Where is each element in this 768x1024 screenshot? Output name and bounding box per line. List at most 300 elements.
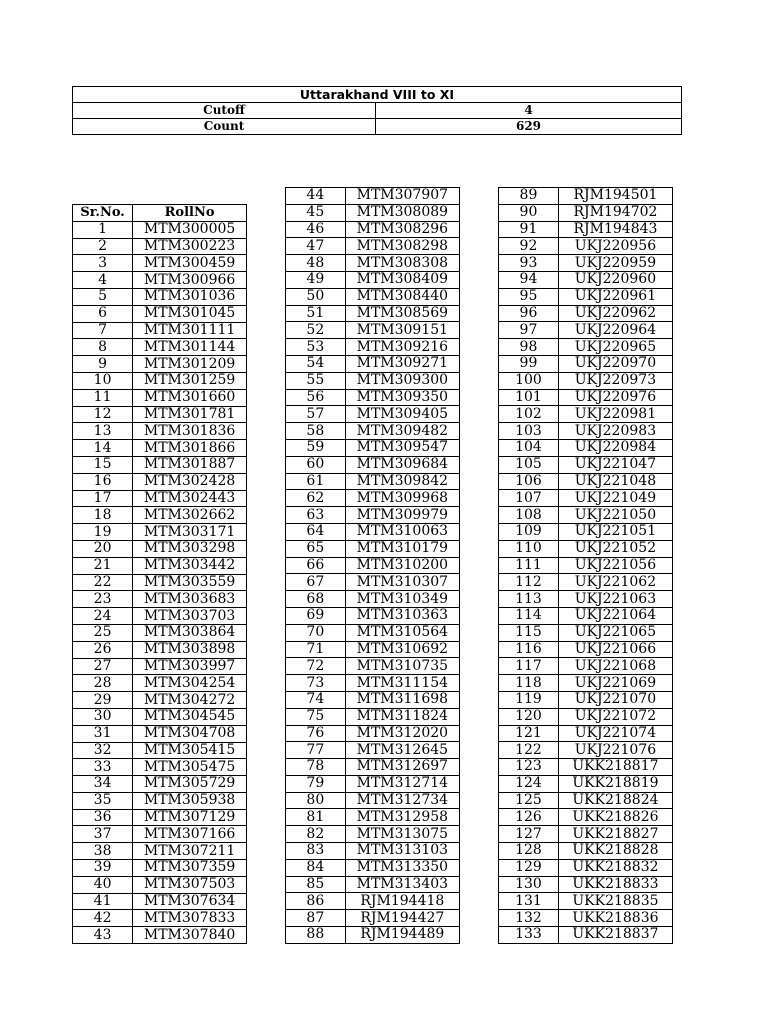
sr-no-cell: 35 — [73, 792, 133, 809]
sr-no-cell: 65 — [286, 540, 346, 557]
roll-no-cell: MTM308308 — [345, 255, 459, 272]
table-row — [499, 188, 673, 205]
table-row — [499, 540, 673, 557]
sr-no-cell: 127 — [499, 826, 559, 843]
table-row — [286, 910, 460, 927]
sr-no-cell: 59 — [286, 439, 346, 456]
sr-no-cell: 77 — [286, 742, 346, 759]
table-row — [73, 272, 247, 289]
roll-no-cell: MTM308296 — [345, 221, 459, 238]
roll-list-column-3 — [498, 187, 673, 944]
table-row — [73, 910, 247, 927]
roll-no-cell: MTM309482 — [345, 423, 459, 440]
table-row — [499, 221, 673, 238]
count-value: 629 — [376, 119, 682, 135]
table-row — [499, 591, 673, 608]
sr-no-cell: 49 — [286, 271, 346, 288]
roll-no-cell: MTM305475 — [133, 759, 247, 776]
roll-no-cell: UKK218832 — [558, 859, 672, 876]
table-row — [286, 355, 460, 372]
table-row — [499, 523, 673, 540]
roll-no-cell: MTM303298 — [133, 540, 247, 557]
count-label: Count — [73, 119, 376, 135]
table-row — [499, 339, 673, 356]
table-row — [286, 775, 460, 792]
sr-no-cell: 50 — [286, 288, 346, 305]
table-row — [286, 893, 460, 910]
sr-no-cell: 82 — [286, 826, 346, 843]
sr-no-cell: 1 — [73, 221, 133, 238]
sr-no-cell: 34 — [73, 776, 133, 793]
roll-no-cell: MTM307503 — [133, 876, 247, 893]
roll-no-cell: MTM301866 — [133, 440, 247, 457]
roll-no-cell: MTM301836 — [133, 423, 247, 440]
roll-no-cell: MTM303898 — [133, 641, 247, 658]
table-row — [286, 406, 460, 423]
sr-no-cell: 31 — [73, 725, 133, 742]
sr-no-cell: 67 — [286, 574, 346, 591]
sr-no-cell: 41 — [73, 893, 133, 910]
summary-title: Uttarakhand VIII to XI — [73, 87, 682, 103]
roll-no-cell: MTM308089 — [345, 204, 459, 221]
table-row — [73, 742, 247, 759]
roll-no-cell: UKJ221056 — [558, 557, 672, 574]
roll-list-column-2 — [285, 187, 460, 944]
roll-no-cell: UKJ221074 — [558, 725, 672, 742]
roll-no-cell: MTM310363 — [345, 607, 459, 624]
sr-no-cell: 92 — [499, 238, 559, 255]
sr-no-cell: 106 — [499, 473, 559, 490]
sr-no-cell: 54 — [286, 355, 346, 372]
roll-no-cell: MTM312645 — [345, 742, 459, 759]
table-row — [499, 893, 673, 910]
sr-no-cell: 12 — [73, 406, 133, 423]
table-row — [286, 255, 460, 272]
roll-no-cell: UKK218835 — [558, 893, 672, 910]
sr-no-cell: 37 — [73, 826, 133, 843]
table-row — [499, 792, 673, 809]
sr-no-cell: 95 — [499, 288, 559, 305]
sr-no-cell: 102 — [499, 406, 559, 423]
sr-no-cell: 64 — [286, 523, 346, 540]
table-row — [499, 574, 673, 591]
table-row — [286, 221, 460, 238]
table-row — [73, 860, 247, 877]
table-row — [73, 238, 247, 255]
table-row — [286, 859, 460, 876]
table-row — [73, 725, 247, 742]
table-row — [286, 742, 460, 759]
table-row — [73, 591, 247, 608]
sr-no-cell: 130 — [499, 876, 559, 893]
roll-no-cell: MTM310063 — [345, 523, 459, 540]
roll-no-cell: RJM194489 — [345, 927, 459, 944]
table-row — [73, 792, 247, 809]
roll-no-cell: UKJ220965 — [558, 339, 672, 356]
roll-no-cell: MTM308569 — [345, 305, 459, 322]
table-row — [499, 775, 673, 792]
table-row — [286, 523, 460, 540]
table-row — [73, 826, 247, 843]
roll-no-cell: MTM313103 — [345, 843, 459, 860]
sr-no-cell: 32 — [73, 742, 133, 759]
sr-no-cell: 104 — [499, 439, 559, 456]
sr-no-cell: 3 — [73, 255, 133, 272]
sr-no-cell: 96 — [499, 305, 559, 322]
sr-no-cell: 113 — [499, 591, 559, 608]
table-row — [73, 658, 247, 675]
sr-no-cell: 90 — [499, 204, 559, 221]
roll-no-cell: MTM312958 — [345, 809, 459, 826]
table-row — [73, 288, 247, 305]
table-row — [499, 658, 673, 675]
roll-no-cell: MTM304545 — [133, 708, 247, 725]
roll-no-cell: UKJ221070 — [558, 691, 672, 708]
table-row — [73, 708, 247, 725]
table-row — [73, 809, 247, 826]
roll-no-cell: UKK218826 — [558, 809, 672, 826]
sr-no-cell: 47 — [286, 238, 346, 255]
sr-no-cell: 131 — [499, 893, 559, 910]
sr-no-cell: 11 — [73, 389, 133, 406]
sr-no-cell: 85 — [286, 876, 346, 893]
table-row — [499, 859, 673, 876]
sr-no-cell: 99 — [499, 355, 559, 372]
roll-no-cell: UKK218824 — [558, 792, 672, 809]
roll-no-cell: MTM303997 — [133, 658, 247, 675]
roll-no-cell: MTM309151 — [345, 322, 459, 339]
roll-no-cell: MTM305729 — [133, 776, 247, 793]
table-row — [499, 322, 673, 339]
roll-no-cell: MTM310179 — [345, 540, 459, 557]
roll-no-cell: RJM194427 — [345, 910, 459, 927]
roll-no-cell: MTM313350 — [345, 859, 459, 876]
roll-no-cell: MTM309684 — [345, 456, 459, 473]
sr-no-cell: 129 — [499, 859, 559, 876]
roll-no-cell: UKJ220964 — [558, 322, 672, 339]
table-row — [73, 893, 247, 910]
sr-no-cell: 5 — [73, 288, 133, 305]
sr-no-cell: 23 — [73, 591, 133, 608]
roll-no-cell: UKK218827 — [558, 826, 672, 843]
table-row — [286, 826, 460, 843]
sr-no-cell: 39 — [73, 860, 133, 877]
table-row — [73, 372, 247, 389]
table-row — [73, 524, 247, 541]
roll-no-cell: MTM310349 — [345, 591, 459, 608]
roll-no-cell: MTM303171 — [133, 524, 247, 541]
sr-no-cell: 110 — [499, 540, 559, 557]
roll-no-cell: MTM309979 — [345, 507, 459, 524]
sr-no-cell: 132 — [499, 910, 559, 927]
table-row — [286, 423, 460, 440]
roll-no-cell: UKJ220976 — [558, 389, 672, 406]
table-row — [499, 708, 673, 725]
sr-no-cell: 91 — [499, 221, 559, 238]
table-row — [73, 356, 247, 373]
sr-no-cell: 89 — [499, 188, 559, 205]
roll-no-cell: MTM301209 — [133, 356, 247, 373]
roll-no-cell: MTM300966 — [133, 272, 247, 289]
sr-no-cell: 122 — [499, 742, 559, 759]
roll-no-cell: MTM307359 — [133, 860, 247, 877]
roll-no-cell: MTM307833 — [133, 910, 247, 927]
table-row — [73, 776, 247, 793]
roll-no-cell: MTM309350 — [345, 389, 459, 406]
roll-no-cell: MTM309271 — [345, 355, 459, 372]
sr-no-cell: 28 — [73, 675, 133, 692]
table-row — [499, 439, 673, 456]
table-row — [73, 624, 247, 641]
table-row — [73, 843, 247, 860]
roll-no-cell: MTM302428 — [133, 473, 247, 490]
roll-no-cell: UKJ221062 — [558, 574, 672, 591]
sr-no-cell: 73 — [286, 675, 346, 692]
sr-no-cell: 93 — [499, 255, 559, 272]
table-row — [73, 322, 247, 339]
table-row — [499, 624, 673, 641]
table-row — [286, 591, 460, 608]
roll-no-cell: MTM312020 — [345, 725, 459, 742]
table-row — [499, 826, 673, 843]
roll-no-cell: RJM194418 — [345, 893, 459, 910]
sr-no-cell: 81 — [286, 809, 346, 826]
roll-no-cell: MTM300459 — [133, 255, 247, 272]
sr-no-cell: 84 — [286, 859, 346, 876]
table-row — [499, 725, 673, 742]
table-row — [286, 456, 460, 473]
table-row — [286, 288, 460, 305]
roll-no-cell: MTM304254 — [133, 675, 247, 692]
roll-no-cell: UKK218817 — [558, 759, 672, 776]
table-row — [499, 507, 673, 524]
table-row — [499, 809, 673, 826]
sr-no-cell: 42 — [73, 910, 133, 927]
roll-no-cell: MTM310564 — [345, 624, 459, 641]
table-row — [73, 759, 247, 776]
table-row — [73, 608, 247, 625]
roll-no-cell: MTM301036 — [133, 288, 247, 305]
table-row — [286, 624, 460, 641]
sr-no-cell: 33 — [73, 759, 133, 776]
table-row — [73, 473, 247, 490]
sr-no-cell: 72 — [286, 658, 346, 675]
roll-no-cell: UKJ221050 — [558, 507, 672, 524]
sr-no-cell: 14 — [73, 440, 133, 457]
sr-no-cell: 115 — [499, 624, 559, 641]
sr-no-cell: 68 — [286, 591, 346, 608]
roll-no-cell: UKJ221065 — [558, 624, 672, 641]
sr-no-cell: 18 — [73, 507, 133, 524]
roll-no-cell: MTM311824 — [345, 708, 459, 725]
roll-no-cell: MTM305938 — [133, 792, 247, 809]
roll-no-cell: MTM303864 — [133, 624, 247, 641]
roll-no-cell: UKJ221066 — [558, 641, 672, 658]
table-row — [499, 456, 673, 473]
table-row — [73, 692, 247, 709]
roll-no-cell: UKJ221052 — [558, 540, 672, 557]
table-row — [499, 742, 673, 759]
sr-no-cell: 98 — [499, 339, 559, 356]
sr-no-cell: 19 — [73, 524, 133, 541]
roll-no-cell: UKJ221048 — [558, 473, 672, 490]
sr-no-cell: 40 — [73, 876, 133, 893]
roll-no-cell: MTM301781 — [133, 406, 247, 423]
roll-no-cell: MTM309216 — [345, 339, 459, 356]
cutoff-label: Cutoff — [73, 103, 376, 119]
table-row — [286, 305, 460, 322]
table-row — [499, 843, 673, 860]
table-row — [286, 372, 460, 389]
table-row — [286, 204, 460, 221]
roll-no-cell: UKJ220970 — [558, 355, 672, 372]
table-row — [499, 271, 673, 288]
roll-no-cell: MTM312734 — [345, 792, 459, 809]
summary-table — [72, 86, 682, 135]
table-row — [499, 255, 673, 272]
roll-no-cell: MTM302443 — [133, 490, 247, 507]
roll-no-cell: UKJ221068 — [558, 658, 672, 675]
table-row — [499, 406, 673, 423]
roll-no-cell: UKJ220959 — [558, 255, 672, 272]
sr-no-cell: 80 — [286, 792, 346, 809]
table-row — [73, 675, 247, 692]
roll-no-cell: UKJ220983 — [558, 423, 672, 440]
sr-no-cell: 75 — [286, 708, 346, 725]
sr-no-cell: 4 — [73, 272, 133, 289]
roll-no-cell: MTM313075 — [345, 826, 459, 843]
table-row — [286, 675, 460, 692]
roll-no-cell: MTM312697 — [345, 759, 459, 776]
roll-no-cell: UKJ220960 — [558, 271, 672, 288]
sr-no-cell: 46 — [286, 221, 346, 238]
header-sr-no: Sr.No. — [73, 205, 133, 222]
sr-no-cell: 126 — [499, 809, 559, 826]
sr-no-cell: 60 — [286, 456, 346, 473]
sr-no-cell: 57 — [286, 406, 346, 423]
sr-no-cell: 27 — [73, 658, 133, 675]
table-row — [73, 557, 247, 574]
sr-no-cell: 120 — [499, 708, 559, 725]
roll-no-cell: MTM307211 — [133, 843, 247, 860]
sr-no-cell: 119 — [499, 691, 559, 708]
sr-no-cell: 63 — [286, 507, 346, 524]
roll-no-cell: UKK218833 — [558, 876, 672, 893]
sr-no-cell: 111 — [499, 557, 559, 574]
table-row — [499, 759, 673, 776]
roll-no-cell: MTM311154 — [345, 675, 459, 692]
roll-no-cell: RJM194501 — [558, 188, 672, 205]
sr-no-cell: 83 — [286, 843, 346, 860]
table-row — [286, 574, 460, 591]
table-row — [73, 305, 247, 322]
roll-no-cell: MTM309968 — [345, 490, 459, 507]
table-row — [286, 759, 460, 776]
header-roll-no: RollNo — [133, 205, 247, 222]
table-row — [73, 876, 247, 893]
table-row — [73, 927, 247, 944]
table-row — [499, 876, 673, 893]
sr-no-cell: 78 — [286, 759, 346, 776]
roll-no-cell: MTM301660 — [133, 389, 247, 406]
table-row — [499, 557, 673, 574]
roll-no-cell: UKK218828 — [558, 843, 672, 860]
table-row — [499, 305, 673, 322]
roll-no-cell: MTM312714 — [345, 775, 459, 792]
roll-no-cell: UKJ220984 — [558, 439, 672, 456]
roll-no-cell: UKJ221069 — [558, 675, 672, 692]
sr-no-cell: 125 — [499, 792, 559, 809]
table-row — [499, 389, 673, 406]
sr-no-cell: 22 — [73, 574, 133, 591]
table-row — [286, 473, 460, 490]
sr-no-cell: 15 — [73, 456, 133, 473]
roll-no-cell: RJM194702 — [558, 204, 672, 221]
sr-no-cell: 123 — [499, 759, 559, 776]
table-row — [286, 188, 460, 205]
table-row — [499, 238, 673, 255]
roll-no-cell: RJM194843 — [558, 221, 672, 238]
table-row — [286, 238, 460, 255]
roll-no-cell: UKJ221072 — [558, 708, 672, 725]
sr-no-cell: 103 — [499, 423, 559, 440]
sr-no-cell: 100 — [499, 372, 559, 389]
sr-no-cell: 109 — [499, 523, 559, 540]
sr-no-cell: 30 — [73, 708, 133, 725]
sr-no-cell: 76 — [286, 725, 346, 742]
roll-no-cell: MTM310692 — [345, 641, 459, 658]
roll-no-cell: UKK218836 — [558, 910, 672, 927]
roll-no-cell: UKJ221051 — [558, 523, 672, 540]
sr-no-cell: 51 — [286, 305, 346, 322]
table-row — [286, 507, 460, 524]
sr-no-cell: 29 — [73, 692, 133, 709]
sr-no-cell: 71 — [286, 641, 346, 658]
table-row — [499, 204, 673, 221]
table-row — [499, 473, 673, 490]
sr-no-cell: 87 — [286, 910, 346, 927]
sr-no-cell: 43 — [73, 927, 133, 944]
table-row — [286, 557, 460, 574]
roll-no-cell: UKJ221064 — [558, 607, 672, 624]
roll-no-cell: MTM301144 — [133, 339, 247, 356]
table-row — [73, 221, 247, 238]
table-row — [499, 490, 673, 507]
table-row — [499, 355, 673, 372]
sr-no-cell: 133 — [499, 927, 559, 944]
cutoff-value: 4 — [376, 103, 682, 119]
roll-no-cell: UKJ220981 — [558, 406, 672, 423]
sr-no-cell: 53 — [286, 339, 346, 356]
table-row — [73, 406, 247, 423]
roll-no-cell: MTM307634 — [133, 893, 247, 910]
table-row — [73, 641, 247, 658]
sr-no-cell: 86 — [286, 893, 346, 910]
sr-no-cell: 45 — [286, 204, 346, 221]
roll-no-cell: MTM302662 — [133, 507, 247, 524]
table-row — [286, 439, 460, 456]
table-row — [499, 372, 673, 389]
roll-no-cell: MTM313403 — [345, 876, 459, 893]
sr-no-cell: 20 — [73, 540, 133, 557]
roll-no-cell: MTM310200 — [345, 557, 459, 574]
roll-no-cell: MTM303683 — [133, 591, 247, 608]
sr-no-cell: 107 — [499, 490, 559, 507]
sr-no-cell: 112 — [499, 574, 559, 591]
table-row — [499, 691, 673, 708]
roll-no-cell: MTM301045 — [133, 305, 247, 322]
roll-no-cell: MTM310735 — [345, 658, 459, 675]
